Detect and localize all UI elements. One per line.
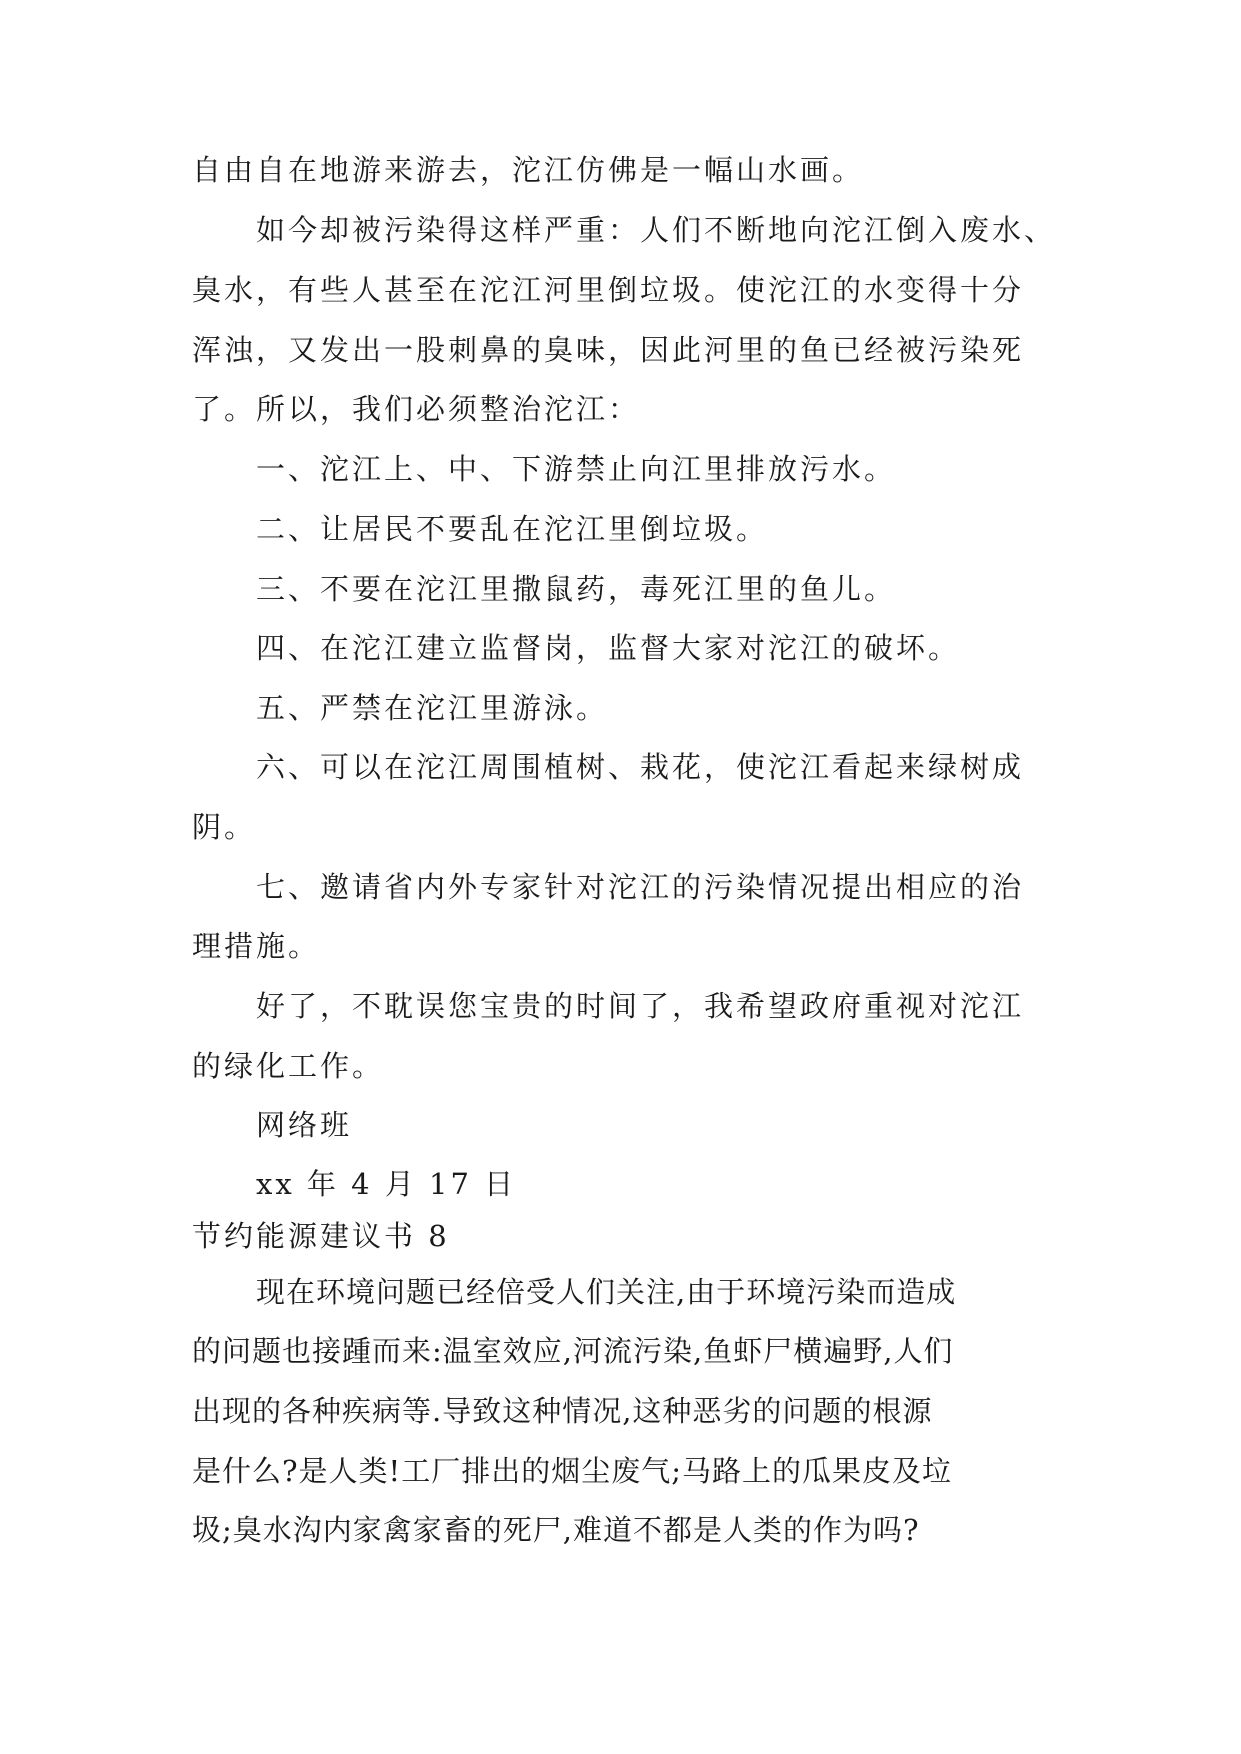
- list-item-continuation: 理措施。: [192, 929, 321, 963]
- paragraph-line: 好了，不耽误您宝贵的时间了，我希望政府重视对沱江: [256, 989, 1025, 1023]
- paragraph-line: 臭水，有些人甚至在沱江河里倒垃圾。使沱江的水变得十分: [192, 273, 1025, 307]
- paragraph-line: 出现的各种疾病等.导致这种情况,这种恶劣的问题的根源: [192, 1394, 933, 1428]
- paragraph-line: 是什么?是人类!工厂排出的烟尘废气;马路上的瓜果皮及垃: [192, 1454, 952, 1488]
- list-item: 二、让居民不要乱在沱江里倒垃圾。: [256, 512, 769, 546]
- list-item: 七、邀请省内外专家针对沱江的污染情况提出相应的治: [256, 870, 1025, 904]
- paragraph-line: 了。所以，我们必须整治沱江：: [192, 392, 641, 426]
- list-item: 一、沱江上、中、下游禁止向江里排放污水。: [256, 452, 897, 486]
- paragraph-line: 的绿化工作。: [192, 1049, 385, 1083]
- list-item: 三、不要在沱江里撒鼠药，毒死江里的鱼儿。: [256, 572, 897, 606]
- list-item: 六、可以在沱江周围植树、栽花，使沱江看起来绿树成: [256, 750, 1025, 784]
- signature-date: xx 年 4 月 17 日: [256, 1167, 517, 1201]
- paragraph-line: 的问题也接踵而来:温室效应,河流污染,鱼虾尸横遍野,人们: [192, 1334, 954, 1368]
- paragraph-line: 现在环境问题已经倍受人们关注,由于环境污染而造成: [256, 1275, 957, 1309]
- signature-name: 网络班: [256, 1108, 353, 1142]
- paragraph-line: 浑浊，又发出一股刺鼻的臭味，因此河里的鱼已经被污染死: [192, 333, 1025, 367]
- list-item-continuation: 阴。: [192, 810, 257, 844]
- list-item: 四、在沱江建立监督岗，监督大家对沱江的破坏。: [256, 631, 961, 665]
- list-item: 五、严禁在沱江里游泳。: [256, 691, 609, 725]
- paragraph-line: 自由自在地游来游去，沱江仿佛是一幅山水画。: [192, 153, 865, 187]
- section-title: 节约能源建议书 8: [192, 1219, 450, 1253]
- paragraph-line: 圾;臭水沟内家禽家畜的死尸,难道不都是人类的作为吗?: [192, 1513, 920, 1547]
- paragraph-line: 如今却被污染得这样严重：人们不断地向沱江倒入废水、: [256, 213, 1057, 247]
